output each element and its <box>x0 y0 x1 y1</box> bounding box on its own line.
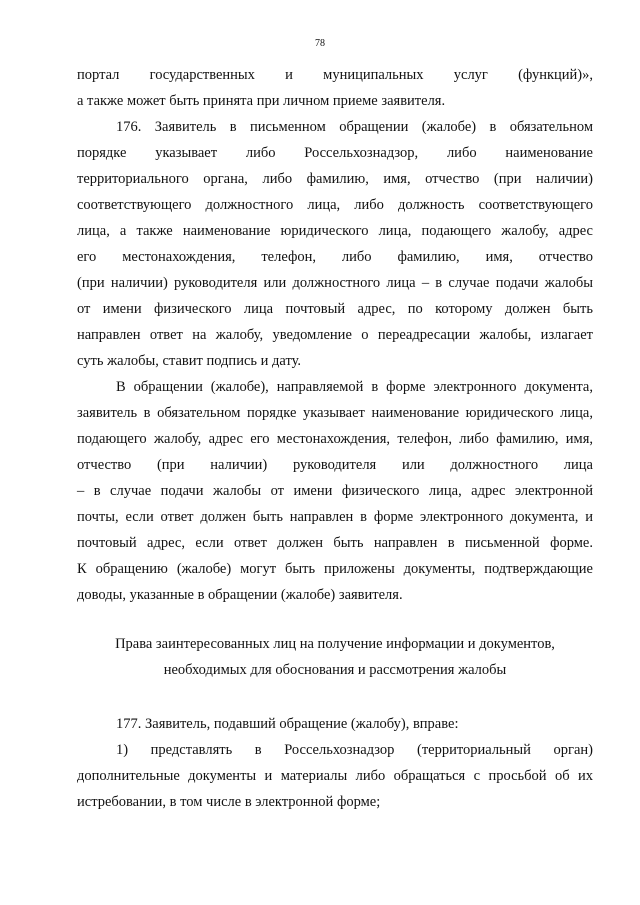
text-line: К обращению (жалобе) могут быть приложены документы, подтверждающие <box>77 561 593 577</box>
text-line: дополнительные документы и материалы либо обращаться с просьбой об их <box>77 768 593 784</box>
text-line: направлен ответ на жалобу, уведомление о переадресации жалобы, излагает <box>77 327 593 343</box>
text-line: порядке указывает либо Россельхознадзор, либо наименование <box>77 145 593 161</box>
page-number: 78 <box>315 38 325 49</box>
text-line: территориального органа, либо фамилию, имя, отчество (при наличии) <box>77 171 593 187</box>
text-line: суть жалобы, ставит подпись и дату. <box>77 353 302 369</box>
text-line: – в случае подачи жалобы от имени физического лица, адрес электронной <box>77 483 593 499</box>
text-line: доводы, указанные в обращении (жалобе) заявителя. <box>77 587 403 603</box>
text-line: истребовании, в том числе в электронной форме; <box>77 794 381 810</box>
paragraph <box>77 62 593 114</box>
document-body <box>77 62 593 815</box>
text-line: его местонахождения, телефон, либо фамилию, имя, отчество <box>77 249 593 265</box>
text-line: почтовый адрес, если ответ должен быть направлен в письменной форме. <box>77 535 593 551</box>
heading-line: Права заинтересованных лиц на получение информации и документов, <box>115 636 555 652</box>
text-line: почты, если ответ должен быть направлен в форме электронного документа, и <box>77 509 593 525</box>
text-line: а также может быть принята при личном приеме заявителя. <box>77 93 446 109</box>
text-line: 1) представлять в Россельхознадзор (территориальный орган) <box>116 742 593 758</box>
text-line: заявитель в обязательном порядке указывает наименование юридического лица, <box>77 405 593 421</box>
text-line: отчество (при наличии) руководителя или должностного лица <box>77 457 593 473</box>
text-line: 176. Заявитель в письменном обращении (жалобе) в обязательном <box>116 119 593 135</box>
text-line: соответствующего должностного лица, либо должность соответствующего <box>77 197 593 213</box>
paragraph <box>77 711 593 737</box>
text-line: 177. Заявитель, подавший обращение (жалобу), вправе: <box>116 716 459 732</box>
text-line: (при наличии) руководителя или должностного лица – в случае подачи жалобы <box>77 275 593 291</box>
heading-line: необходимых для обоснования и рассмотрения жалобы <box>163 662 507 678</box>
paragraph <box>77 374 593 608</box>
section-heading <box>77 631 593 683</box>
text-line: В обращении (жалобе), направляемой в форме электронного документа, <box>116 379 593 395</box>
text-line: подающего жалобу, адрес его местонахождения, телефон, либо фамилию, имя, <box>77 431 593 447</box>
text-line: портал государственных и муниципальных услуг (функций)», <box>77 67 593 83</box>
paragraph <box>77 114 593 374</box>
text-line: от имени физического лица почтовый адрес, по которому должен быть <box>77 301 593 317</box>
text-line: лица, а также наименование юридического лица, подающего жалобу, адрес <box>77 223 593 239</box>
paragraph <box>77 737 593 815</box>
